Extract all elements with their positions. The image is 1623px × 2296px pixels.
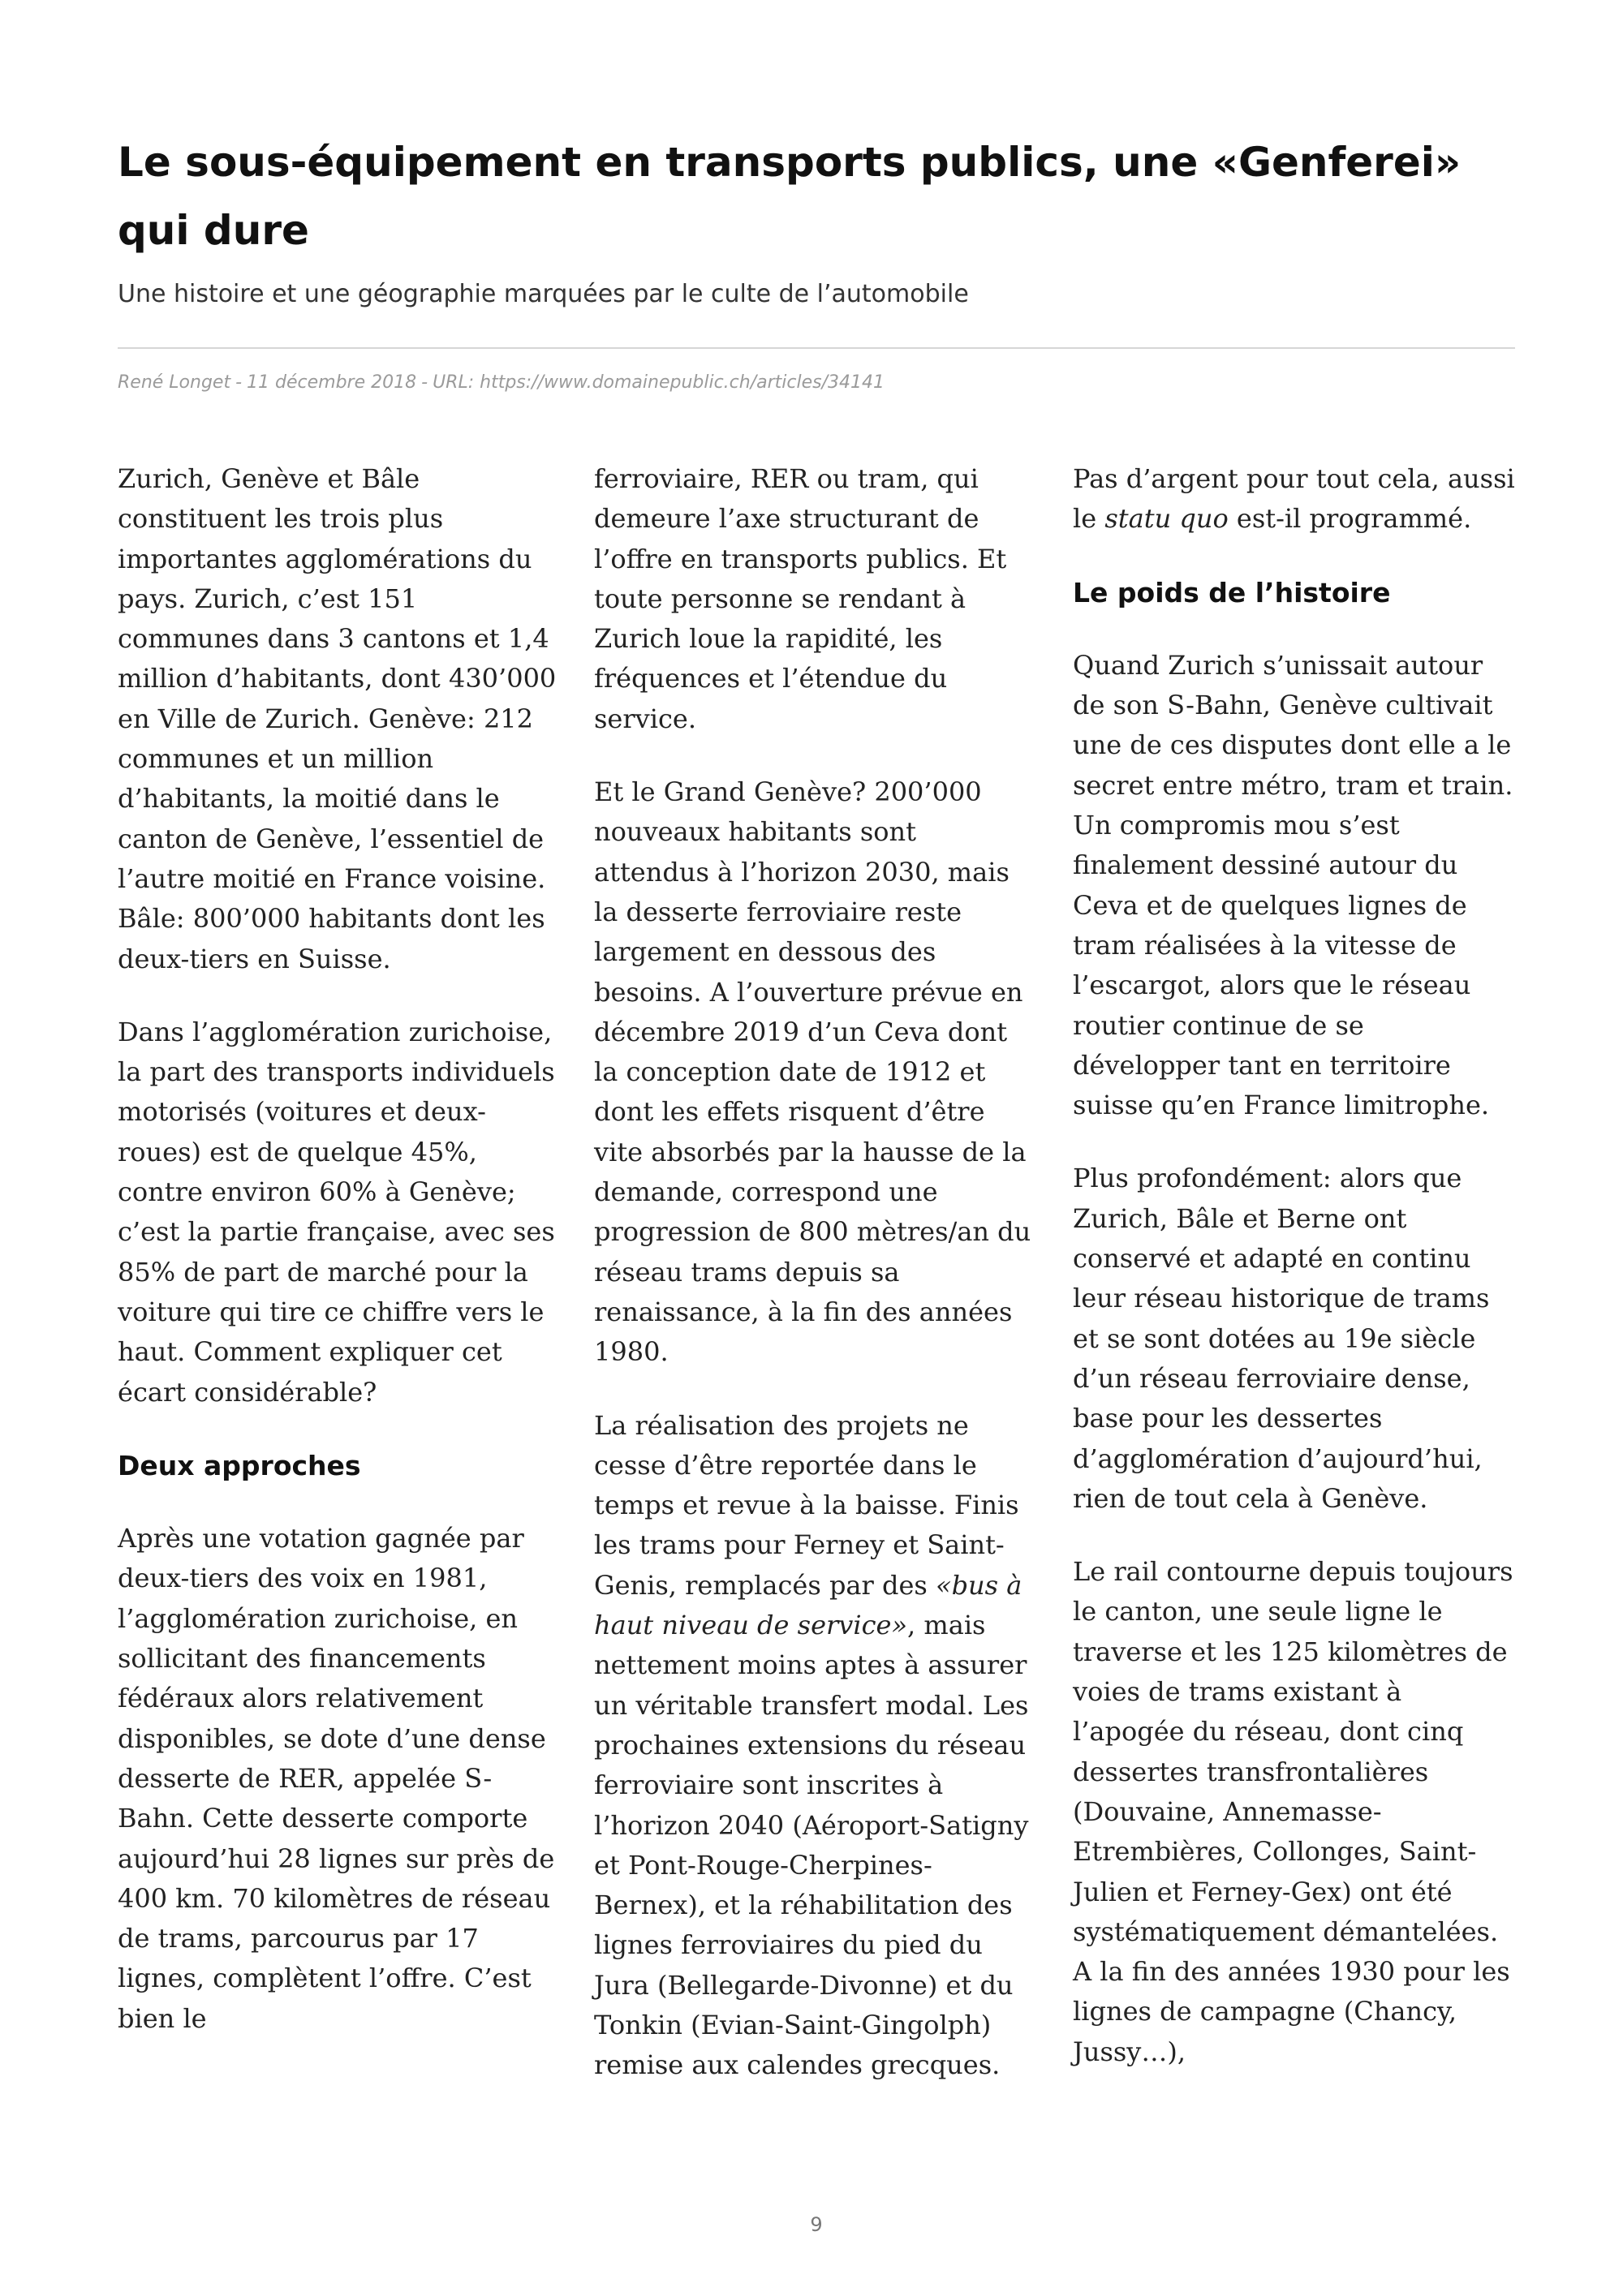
author-name: René Longet	[118, 372, 231, 393]
publication-date: 11 décembre 2018	[247, 372, 417, 393]
paragraph: Et le Grand Genève? 200’000 nouveaux habitants sont attendus à l’horizon 2030, mais la desserte ferroviaire reste largement en dessous des besoins. A l’ouverture prévue en décembre 2019 d’un Ceva dont la conception date de 1912 et dont les effets risquent d’être vite absorbés par la hausse de la demande, correspond une progression de 800 mètres/an du réseau trams depuis sa renaissance, à la fin des années 1980.	[594, 776, 1031, 1368]
document-page	[118, 0, 1515, 2296]
article-meta	[118, 367, 1515, 399]
text-column-1	[118, 459, 560, 2039]
text-column-2	[594, 459, 1036, 2086]
paragraph	[594, 1406, 1036, 2086]
paragraph-text: est-il programmé.	[1228, 503, 1472, 535]
meta-separator: -	[235, 372, 243, 393]
paragraph: Après une votation gagnée par deux-tiers des voix en 1981, l’agglomération zurichoise, en sollicitant des financements fédéraux alors relativement disponibles, se dote d’une dense desserte de RER, appelée S-Bahn. Cette desserte comporte aujourd’hui 28 lignes sur près de 400 km. 70 kilomètres de réseau de trams, parcourus par 17 lignes, complètent l’offre. C’est bien le	[118, 1523, 555, 2034]
paragraph: ferroviaire, RER ou tram, qui demeure l’axe structurant de l’offre en transports publics. Et toute personne se rendant à Zurich loue la rapidité, les fréquences et l’étendue du service.	[594, 463, 1007, 734]
paragraph: Quand Zurich s’unissait autour de son S-Bahn, Genève cultivait une de ces disputes dont elle a le secret entre métro, tram et train. Un compromis mou s’est finalement dessiné autour du Ceva et de quelques lignes de tram réalisées à la vitesse de l’escargot, alors que le réseau routier continue de se développer tant en territoire suisse qu’en France limitrophe.	[1073, 649, 1513, 1121]
paragraph: Le rail contourne depuis toujours le canton, une seule ligne le traverse et les 125 kilomètres de voies de trams existant à l’apogée du réseau, dont cinq dessertes transfrontalières (Douvaine, Annemasse-Etrembières, Collonges, Saint-Julien et Ferney-Gex) ont été systématiquement démantelées. A la fin des années 1930 pour les lignes de campagne (Chancy, Jussy…),	[1073, 1556, 1513, 2067]
article-title: Le sous-équipement en transports publics, une «Genferei» qui dure	[118, 139, 1462, 254]
paragraph: Zurich, Genève et Bâle constituent les trois plus importantes agglomérations du pays. Zurich, c’est 151 communes dans 3 cantons et 1,4 million d’habitants, dont 430’000 en Ville de Zurich. Genève: 212 communes et un million d’habitants, la moitié dans le canton de Genève, l’essentiel de l’autre moitié en France voisine. Bâle: 800’000 habitants dont les deux-tiers en Suisse.	[118, 463, 557, 974]
section-heading-le-poids-de-l-histoire: Le poids de l’histoire	[1073, 576, 1391, 608]
url-label: URL:	[433, 372, 475, 393]
quoted-term: «bus à haut niveau de service»	[594, 1569, 1022, 1641]
paragraph	[1073, 459, 1515, 540]
text-column-3	[1073, 459, 1515, 2072]
paragraph-text: , mais nettement moins aptes à assurer un véritable transfert modal. Les prochaines extensions du réseau ferroviaire sont inscrites à l’horizon 2040 (Aéroport-Satigny et Pont-Rouge-Cherpines-Bernex), et la réhabilitation des lignes ferroviaires du pied du Jura (Bellegarde-Divonne) et du Tonkin (Evian-Saint-Gingolph) remise aux calendes grecques.	[594, 1610, 1029, 2081]
article-subtitle: Une histoire et une géographie marquées par le culte de l’automobile	[118, 280, 969, 308]
paragraph: Plus profondément: alors que Zurich, Bâle et Berne ont conservé et adapté en continu leur réseau historique de trams et se sont dotées au 19e siècle d’un réseau ferroviaire dense, base pour les dessertes d’agglomération d’aujourd’hui, rien de tout cela à Genève.	[1073, 1163, 1490, 1514]
latin-term: statu quo	[1104, 503, 1229, 535]
paragraph: Dans l’agglomération zurichoise, la part des transports individuels motorisés (voitures et deux-roues) est de quelque 45%, contre environ 60% à Genève; c’est la partie française, avec ses 85% de part de marché pour la voiture qui tire ce chiffre vers le haut. Comment expliquer cet écart considérable?	[118, 1016, 555, 1408]
paragraph-text: La réalisation des projets ne cesse d’être reportée dans le temps et revue à la baisse. Finis les trams pour Ferney et Saint-Genis, remplacés par des	[594, 1409, 1019, 1601]
article-url[interactable]: https://www.domainepublic.ch/articles/34141	[480, 372, 885, 393]
meta-separator: -	[421, 372, 428, 393]
page-number: 9	[810, 2213, 823, 2236]
section-heading-deux-approches: Deux approches	[118, 1449, 361, 1481]
paragraph-text: Pas d’argent pour tout cela, aussi le	[1073, 463, 1515, 535]
header-divider	[118, 347, 1515, 349]
